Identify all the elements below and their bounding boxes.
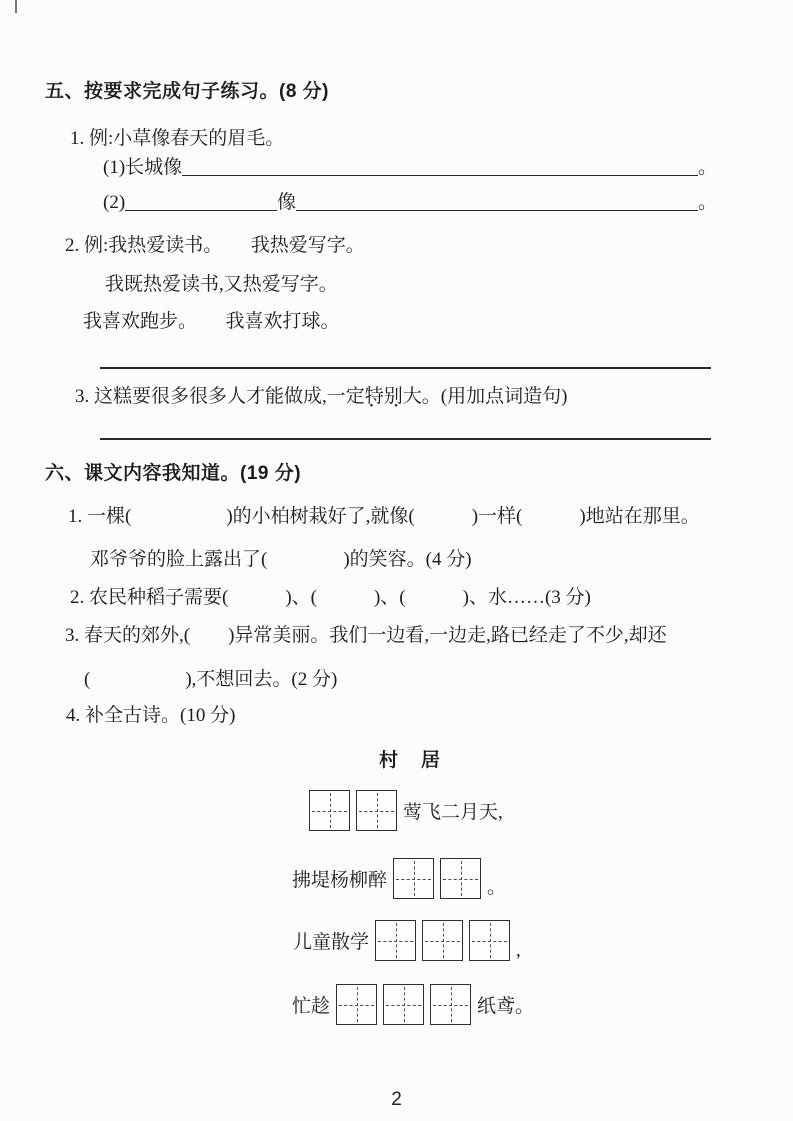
answer-rule-line bbox=[100, 438, 711, 440]
poem-line-2 bbox=[292, 857, 506, 900]
poem-line3-punct: , bbox=[516, 940, 521, 961]
poem-line3-text: 儿童散学 bbox=[293, 932, 370, 953]
tianzige-box bbox=[309, 790, 350, 831]
sub1-period: 。 bbox=[697, 157, 717, 178]
tianzige-box bbox=[383, 984, 424, 1025]
section5-q1-sub1 bbox=[103, 156, 717, 179]
q3-text-after: 大。(用加点词造句) bbox=[402, 386, 568, 407]
tianzige-box bbox=[356, 790, 397, 831]
sub2-mid: 像 bbox=[277, 192, 297, 213]
tianzige-box bbox=[375, 920, 416, 961]
section6-q4: 4. 补全古诗。(10 分) bbox=[66, 705, 236, 726]
q3-emphasized-word: 特别 • • bbox=[365, 386, 403, 407]
answer-blank-line bbox=[182, 173, 698, 176]
section5-q2-merged: 我既热爱读书,又热爱写字。 bbox=[105, 274, 338, 295]
poem-line4-suffix: 纸鸢。 bbox=[477, 996, 535, 1017]
poem-title: 村 居 bbox=[379, 750, 443, 771]
q3-text-before: 3. 这糕要很多很多人才能做成,一定 bbox=[75, 386, 365, 407]
tianzige-box bbox=[336, 984, 377, 1025]
section6-q1-line2: 邓爷爷的脸上露出了( )的笑容。(4 分) bbox=[90, 549, 472, 570]
section5-q1-example: 1. 例:小草像春天的眉毛。 bbox=[70, 128, 285, 149]
section6-q3-line1: 3. 春天的郊外,( )异常美丽。我们一边看,一边走,路已经走了不少,却还 bbox=[65, 625, 667, 646]
section5-q3 bbox=[75, 385, 567, 408]
sub2-period: 。 bbox=[697, 192, 717, 213]
tianzige-box bbox=[393, 858, 434, 899]
tianzige-box bbox=[430, 984, 471, 1025]
section6-header: 六、课文内容我知道。(19 分) bbox=[45, 463, 302, 484]
answer-blank-line bbox=[296, 208, 698, 211]
page-number: 2 bbox=[391, 1089, 402, 1110]
poem-line-1 bbox=[309, 789, 503, 832]
tianzige-box bbox=[440, 858, 481, 899]
section5-q2-example: 2. 例:我热爱读书。 我热爱写字。 bbox=[65, 235, 365, 256]
sub2-label: (2) bbox=[103, 192, 126, 213]
poem-line2-punct: 。 bbox=[487, 877, 507, 898]
section5-q2-prompt: 我喜欢跑步。 我喜欢打球。 bbox=[83, 311, 340, 332]
answer-rule-line bbox=[100, 367, 711, 369]
tianzige-box bbox=[422, 920, 463, 961]
section6-q1-line1: 1. 一棵( )的小柏树栽好了,就像( )一样( )地站在那里。 bbox=[68, 506, 700, 527]
section5-header: 五、按要求完成句子练习。(8 分) bbox=[45, 81, 330, 102]
sub1-label: (1)长城像 bbox=[103, 157, 183, 178]
poem-line2-text: 拂堤杨柳醉 bbox=[292, 870, 388, 891]
poem-line-4 bbox=[292, 982, 534, 1027]
poem-line-3 bbox=[293, 918, 521, 963]
section6-q3-line2: ( ),不想回去。(2 分) bbox=[84, 669, 338, 690]
answer-blank-line bbox=[125, 208, 277, 211]
tianzige-box bbox=[469, 920, 510, 961]
poem-line4-text: 忙趁 bbox=[292, 996, 331, 1017]
section5-q1-sub2 bbox=[103, 191, 717, 214]
scan-corner-mark bbox=[15, 0, 17, 13]
poem-line1-text: 莺飞二月天, bbox=[403, 802, 503, 823]
section6-q2: 2. 农民种稻子需要( )、( )、( )、水……(3 分) bbox=[70, 587, 591, 608]
